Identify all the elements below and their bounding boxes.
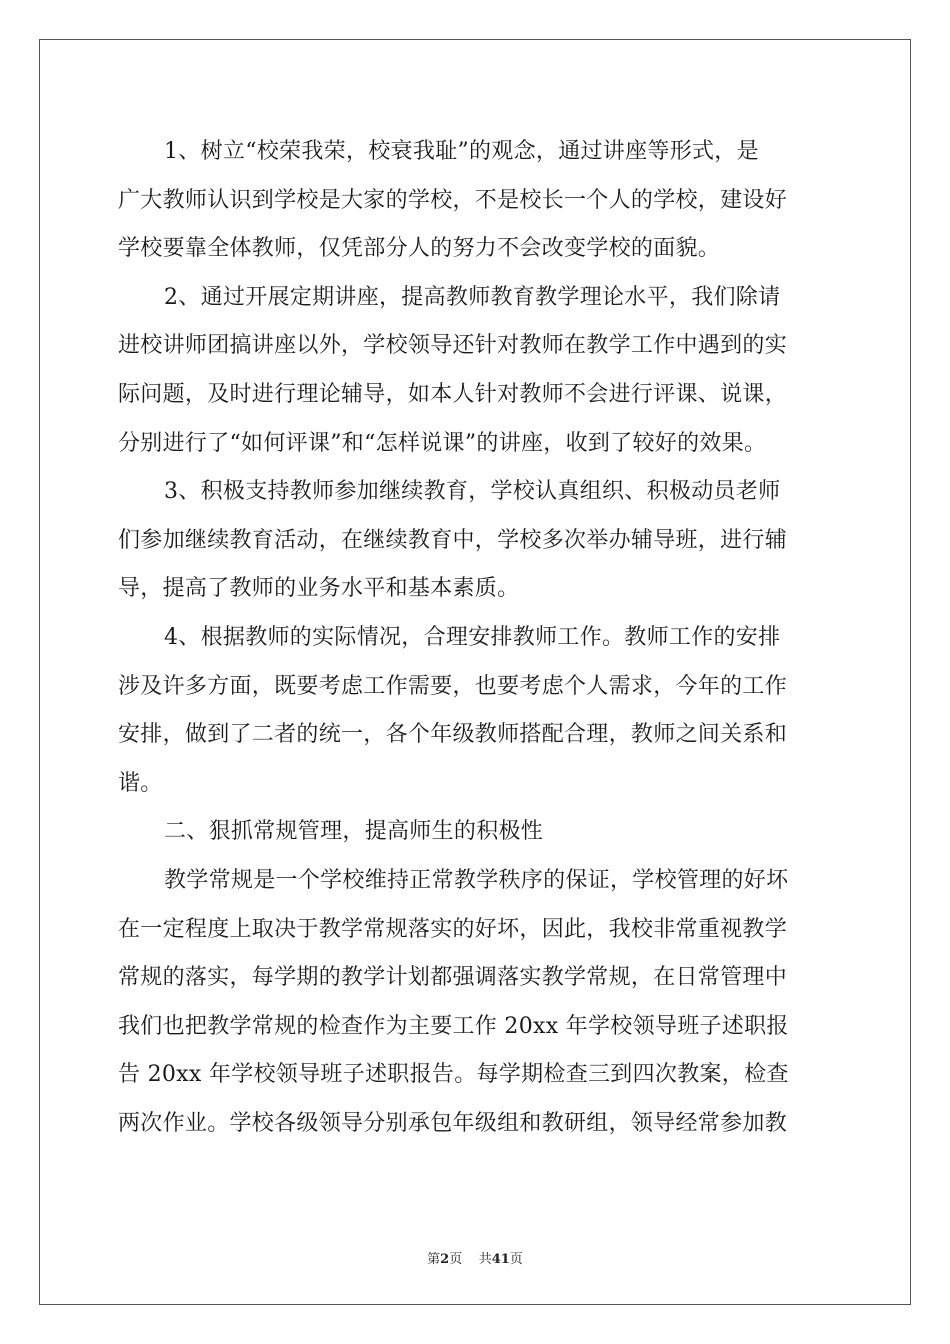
paragraph-2-line-1: 2、通过开展定期讲座，提高教师教育教学理论水平，我们除请 [164,284,781,310]
paragraph-4-line-2: 涉及许多方面，既要考虑工作需要，也要考虑个人需求，今年的工作 [118,673,788,699]
paragraph-4-line-1: 4、根据教师的实际情况，合理安排教师工作。教师工作的安排 [164,624,781,650]
paragraph-2-line-3: 际问题，及时进行理论辅导，如本人针对教师不会进行评课、说课， [118,381,788,407]
page-suffix: 页 [449,1252,463,1267]
page-footer [0,1248,950,1267]
paragraph-4-line-3: 安排，做到了二者的统一，各个年级教师搭配合理，教师之间关系和 [118,722,788,748]
paragraph-1-line-1: 1、树立“校荣我荣，校衰我耻”的观念，通过讲座等形式，是 [164,139,759,164]
paragraph-5-line-3: 常规的落实，每学期的教学计划都强调落实教学常规，在日常管理中 [118,965,788,991]
total-pages: 41 [491,1252,510,1267]
paragraph-1-line-2: 广大教师认识到学校是大家的学校，不是校长一个人的学校，建设好 [118,187,788,213]
total-prefix: 共 [478,1252,492,1267]
section-heading: 二、狠抓常规管理，提高师生的积极性 [164,819,544,845]
page-prefix: 第 [427,1252,441,1267]
paragraph-2-line-4: 分别进行了“如何评课”和“怎样说课”的讲座，收到了较好的效果。 [118,430,767,456]
paragraph-5-line-5: 告 20xx 年学校领导班子述职报告。每学期检查三到四次教案，检查 [118,1062,789,1088]
paragraph-3-line-2: 们参加继续教育活动，在继续教育中，学校多次举办辅导班，进行辅 [118,527,788,553]
page-number: 2 [440,1252,450,1267]
total-suffix: 页 [509,1252,523,1267]
paragraph-3-line-3: 导，提高了教师的业务水平和基本素质。 [118,576,520,602]
document-body [118,128,838,1148]
paragraph-5-line-1: 教学常规是一个学校维持正常教学秩序的保证，学校管理的好坏 [164,867,789,893]
paragraph-5-line-4: 我们也把教学常规的检查作为主要工作 20xx 年学校领导班子述职报 [118,1013,789,1039]
paragraph-2-line-2: 进校讲师团搞讲座以外，学校领导还针对教师在教学工作中遇到的实 [118,333,788,359]
paragraph-5-line-2: 在一定程度上取决于教学常规落实的好坏，因此，我校非常重视教学 [118,916,788,942]
paragraph-3-line-1: 3、积极支持教师参加继续教育，学校认真组织、积极动员老师 [164,479,781,505]
paragraph-5-line-6: 两次作业。学校各级领导分别承包年级组和教研组，领导经常参加教 [118,1110,788,1136]
paragraph-4-line-4: 谐。 [118,770,163,796]
paragraph-1-line-3: 学校要靠全体教师，仅凭部分人的努力不会改变学校的面貌。 [118,236,721,262]
